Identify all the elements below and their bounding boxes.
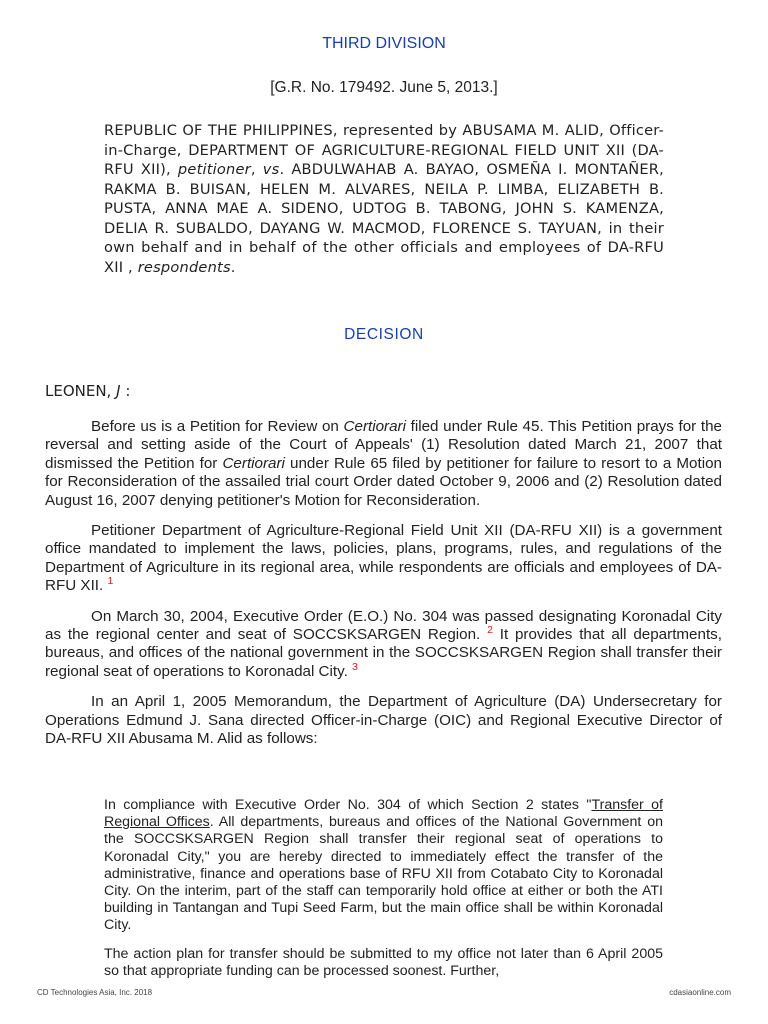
paragraph-4: In an April 1, 2005 Memorandum, the Department of Agriculture (DA) Undersecretary for Operations Edmund J. Sana directed Officer-in-Charge (OIC) and Regional Executive Director of DA-RFU XII Abusama M. Alid as follows: [45,693,722,748]
footer-copyright: CD Technologies Asia, Inc. 2018 [37,988,153,997]
ponente: LEONEN, J : [45,382,131,400]
footer-site: cdasiaonline.com [669,988,731,997]
paragraph-1: Before us is a Petition for Review on Certiorari filed under Rule 45. This Petition prays for the reversal and setting aside of the Court of Appeals' (1) Resolution dated March 21, 2007 that dismissed the Petition for Certiorari under Rule 65 filed by petitioner for failure to resort to a Motion for Reconsideration of the assailed trial court Order dated October 9, 2006 and (2) Resolution dated August 16, 2007 denying petitioner's Motion for Reconsideration. [45,418,722,509]
case-number: [G.R. No. 179492. June 5, 2013.] [270,79,498,96]
quote-paragraph-1: In compliance with Executive Order No. 304 of which Section 2 states "Transfer of Regional Offices. All departments, bureaus and offices of the National Government on the SOCCSKSARGEN Region shall transfer their regional seat of operations to Koronadal City," you are hereby directed to immediately effect the transfer of the administrative, finance and operations base of RFU XII from Cotabato City to Koronadal City. On the interim, part of the staff can temporarily hold office at either or both the ATI building in Tantangan and Tupi Seed Farm, but the main office shall be within Koronadal City. [104,797,663,934]
footnote-link-3[interactable]: 3 [352,660,358,673]
footnote-link-2[interactable]: 2 [487,624,493,636]
decision-title: DECISION [344,326,424,343]
quoted-section-title: Transfer of Regional Offices [104,797,663,831]
block-quote [104,797,663,991]
case-parties: REPUBLIC OF THE PHILIPPINES, represented by ABUSAMA M. ALID, Officer-in-Charge, DEPARTMENT OF AGRICULTURE-REGIONAL FIELD UNIT XII (DA-RFU XII), petitioner, vs. ABDULWAHAB A. BAYAO, OSMEÑA I. MONTAÑER, RAKMA B. BUISAN, HELEN M. ALVARES, NEILA P. LIMBA, ELIZABETH B. PUSTA, ANNA MAE A. SIDENO, UDTOG B. TABONG, JOHN S. KAMENZA, DELIA R. SUBALDO, DAYANG W. MACMOD, FLORENCE S. TAYUAN, in their own behalf and in behalf of the other officials and employees of DA-RFU XII , respondents. [104,122,664,276]
paragraph-3: On March 30, 2004, Executive Order (E.O.) No. 304 was passed designating Koronadal City as the regional center and seat of SOCCSKSARGEN Region. $^2$ It provides that all departments, bureaus, and offices of the national government in the SOCCSKSARGEN Region shall transfer their regional seat of operations to Koronadal City. $^3$ [45,607,722,680]
quote-paragraph-2: The action plan for transfer should be submitted to my office not later than 6 April 2005 so that appropriate funding can be processed soonest. Further, [104,945,663,979]
division-heading: THIRD DIVISION [322,35,446,52]
footnote-link-1[interactable]: 1 [107,575,114,588]
paragraph-2: Petitioner Department of Agriculture-Regional Field Unit XII (DA-RFU XII) is a government office mandated to implement the laws, policies, plans, programs, rules, and regulations of the Department of Agriculture in its regional area, while respondents are officials and employees of DA-RFU XII. $^1$ [45,522,722,595]
decision-body [45,418,722,761]
